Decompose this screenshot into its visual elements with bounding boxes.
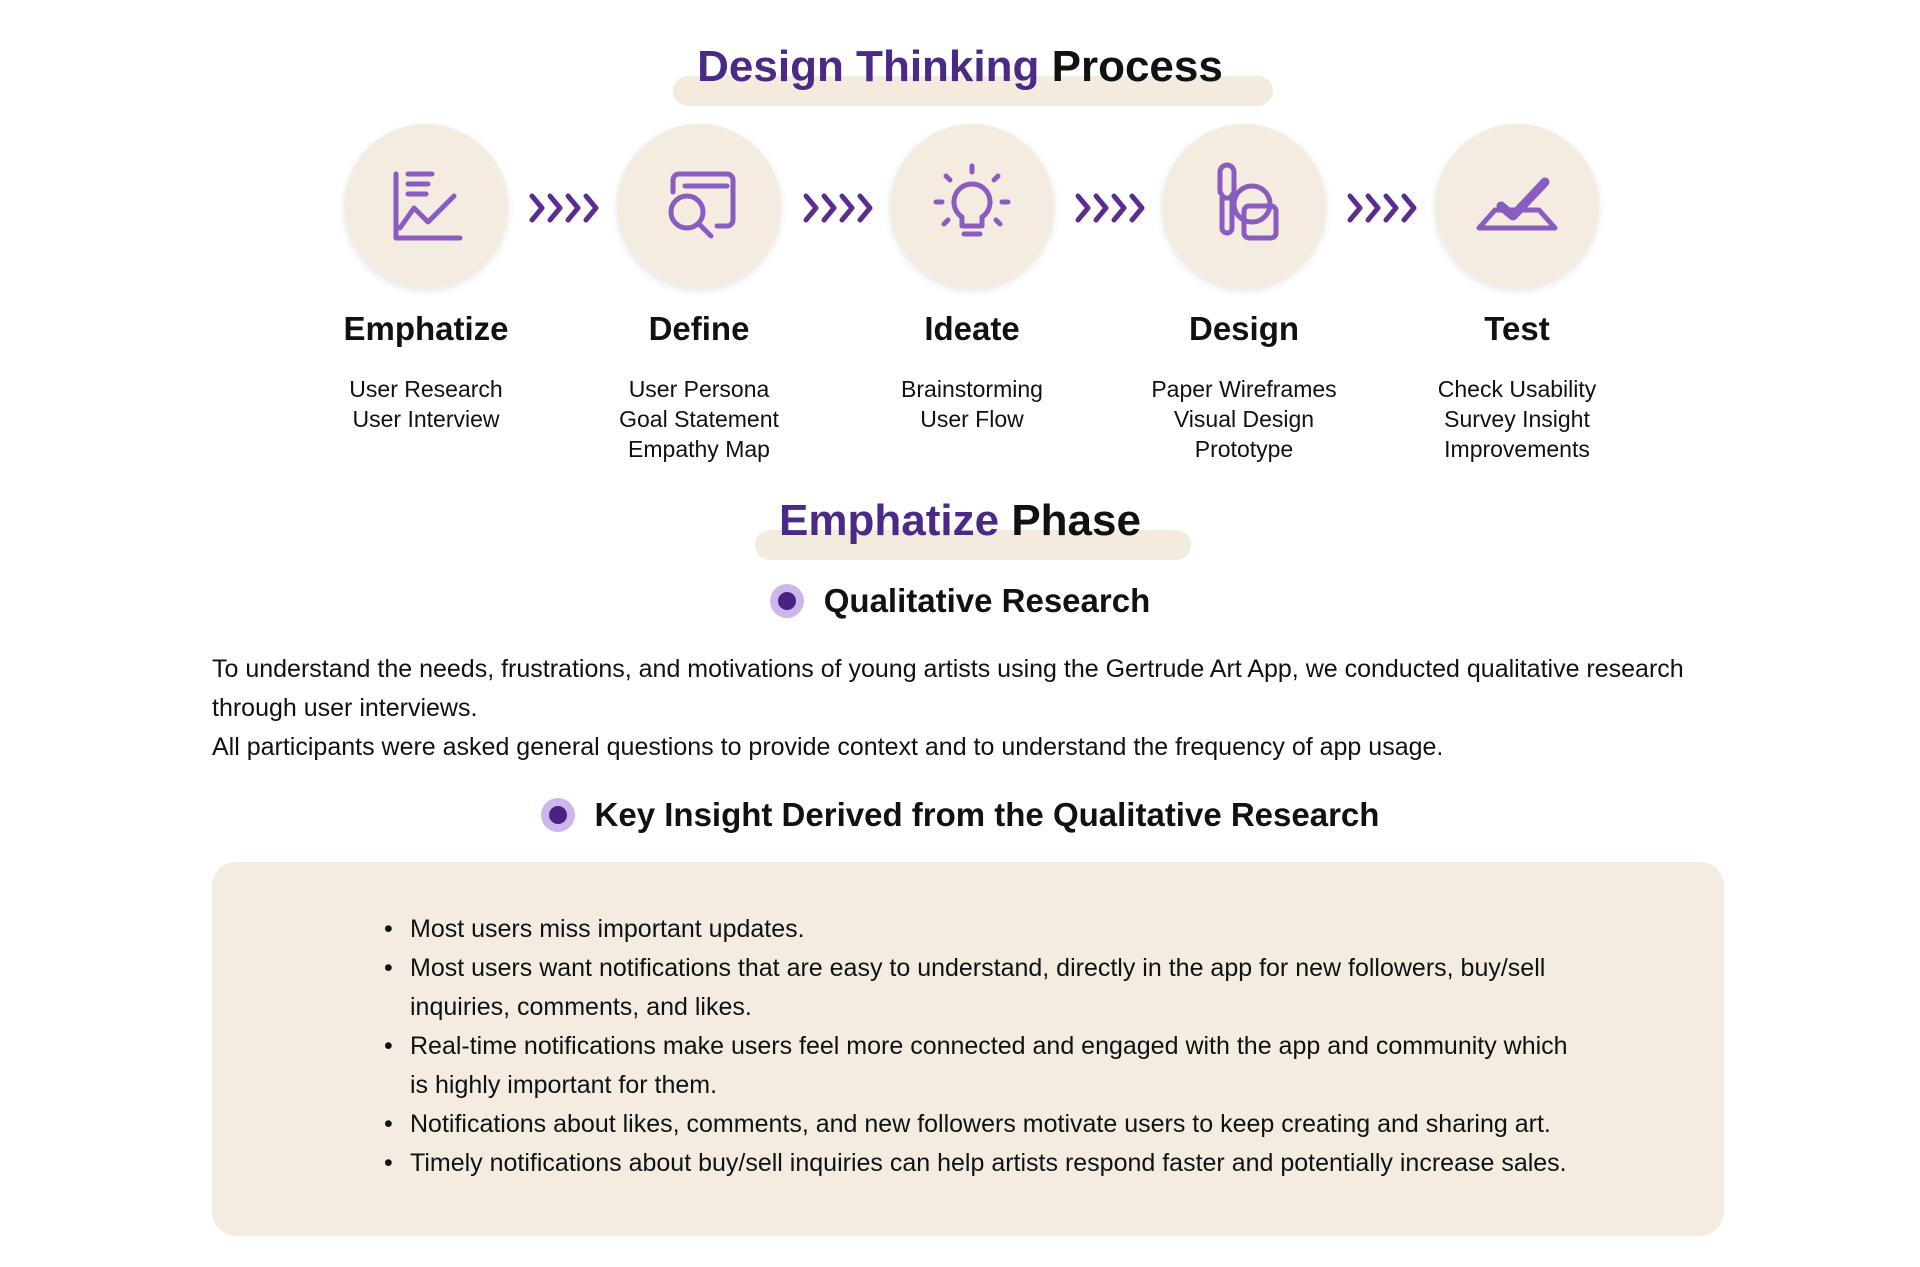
phase-heading-rest: Phase (1011, 496, 1141, 545)
insight-text: Timely notifications about buy/sell inquiries can help artists respond faster and potentially increase sales. (410, 1149, 1567, 1177)
paragraph: To understand the needs, frustrations, and motivations of young artists using the Gertrude Art App, we conducted qualitative research through user interviews. (212, 655, 1684, 722)
step-item: Visual Design (1173, 406, 1315, 432)
bullet-dot-icon (770, 584, 804, 618)
chart-icon (382, 162, 470, 250)
process-heading-accent: Design Thinking (697, 42, 1040, 91)
step-item: User Research (349, 376, 503, 402)
insight-text: Real-time notifications make users feel more connected and engaged with the app and community which is highly important for them. (410, 1032, 1568, 1099)
step-items (1438, 374, 1597, 464)
step-item: Paper Wireframes (1151, 376, 1337, 402)
step-item: Improvements (1444, 436, 1590, 462)
step-title: Emphatize (343, 310, 509, 347)
list-item (384, 910, 1590, 949)
process-heading-rest: Process (1051, 42, 1223, 91)
insights-subhead (0, 796, 1920, 834)
process-heading-wrap (0, 42, 1920, 92)
search-window-icon (655, 162, 743, 250)
step-item: Brainstorming (901, 376, 1043, 402)
step-item: Goal Statement (619, 406, 779, 432)
qualitative-title: Qualitative Research (823, 582, 1151, 619)
step-item: Prototype (1194, 436, 1294, 462)
insight-text: Most users want notifications that are easy to understand, directly in the app for new followers, buy/sell inquiries, comments, and likes. (410, 954, 1546, 1021)
step-items (349, 374, 502, 434)
step-items (619, 374, 779, 464)
insights-title: Key Insight Derived from the Qualitative Research (594, 796, 1380, 833)
step-item: Survey Insight (1444, 406, 1590, 432)
phase-heading-wrap (0, 496, 1920, 546)
step-title: Define (648, 310, 750, 347)
step-item: User Interview (352, 406, 500, 432)
bullet-dot-icon (541, 798, 575, 832)
list-item (384, 1105, 1590, 1144)
step-title: Test (1484, 310, 1550, 347)
step-circle (617, 124, 781, 288)
step-ideate (832, 124, 1112, 434)
insights-list (384, 910, 1590, 1183)
process-steps (0, 124, 1920, 484)
phase-heading-accent: Emphatize (779, 496, 1000, 545)
insight-text: Notifications about likes, comments, and new followers motivate users to keep creating and sharing art. (410, 1110, 1551, 1138)
insight-text: Most users miss important updates. (410, 915, 805, 943)
process-heading (683, 42, 1237, 92)
step-circle (1435, 124, 1599, 288)
step-items (1151, 374, 1336, 464)
paragraph: All participants were asked general questions to provide context and to understand the frequency of app usage. (212, 733, 1444, 761)
bullet-icon: • (384, 915, 393, 943)
step-circle (344, 124, 508, 288)
step-item: Check Usability (1437, 376, 1597, 402)
step-item: User Flow (920, 406, 1024, 432)
bullet-icon: • (384, 1032, 393, 1060)
step-circle (1162, 124, 1326, 288)
bullet-icon: • (384, 1149, 393, 1177)
step-emphatize (286, 124, 566, 434)
design-tools-icon (1200, 162, 1288, 250)
step-item: User Persona (628, 376, 770, 402)
qualitative-subhead (0, 582, 1920, 620)
list-item (384, 1144, 1590, 1183)
bullet-icon: • (384, 954, 393, 982)
step-define (559, 124, 839, 464)
qualitative-paragraphs (212, 650, 1732, 767)
step-title: Design (1188, 310, 1300, 347)
list-item (384, 949, 1590, 1027)
step-circle (890, 124, 1054, 288)
phase-heading (765, 496, 1155, 546)
step-title: Ideate (924, 310, 1020, 347)
checkmark-icon (1473, 162, 1561, 250)
step-item: Empathy Map (628, 436, 770, 462)
step-design (1104, 124, 1384, 464)
step-test (1377, 124, 1657, 464)
bullet-icon: • (384, 1110, 393, 1138)
list-item (384, 1027, 1590, 1105)
lightbulb-icon (928, 162, 1016, 250)
step-items (901, 374, 1043, 434)
